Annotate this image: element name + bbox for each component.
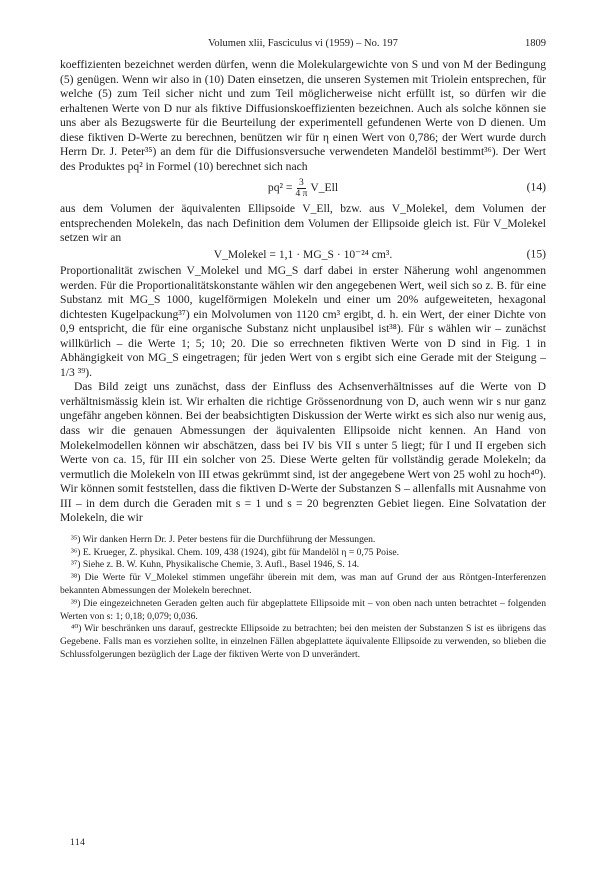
page-number: 1809 [525,38,546,49]
running-head: Volumen xlii, Fasciculus vi (1959) – No. 197 [208,38,398,49]
equation-15-body: V_Molekel = 1,1 · MG_S · 10⁻²⁴ cm³. [213,247,393,261]
paragraph-1: koeffizienten bezeichnet werden dürfen, wenn die Molekulargewichte von S und von M der Bedingung (5) genügen. Wenn wir also in (10) Daten einsetzen, die unseren Systemen mit Triolein entsprechen, für welche (5) zum Teil sicher nicht und zum Teil möglicherweise nicht erfüllt ist, so dürfen wir die erhaltenen Werte von D nur als fiktive Diffusionskoeffizienten bezeichnen. Auch als solche können sie uns aber als Bezugswerte für die Beurteilung der experimentell gefundenen Werte von D dienen. Um diese fiktiven D-Werte zu berechnen, benützen wir für η einen Wert von 0,786; der Wert wurde durch Herrn Dr. J. Peter³⁵) an dem für die Diffusionsversuche verwendeten Mandelöl bestimmt³⁶). Der Wert des Produktes pq² in Formel (10) berechnet sich nach [60,58,546,173]
footnotes [60,534,546,662]
paragraph-3: Proportionalität zwischen V_Molekel und MG_S darf dabei in erster Näherung wohl angenommen werden. Für die Proportionalitätskonstante wählen wir den angegebenen Wert, weil sich so z. B. für eine Substanz mit MG_S 1000, kugelförmigen Molekeln und einer um 20% aufgeweiteten, hexagonal dichtesten Kugelpackung³⁷) ein Molvolumen von 1120 cm³ ergibt, d. h. ein Wert, der einer Dichte von 0,9 entspricht, die für eine organische Substanz nicht unplausibel ist³⁸). Für s wählen wir – zunächst willkürlich – die Werte 1; 5; 10; 20. Die so errechneten fiktiven Werte von D sind in Fig. 1 in Abhängigkeit von MG_S eingetragen; für jeden Wert von s ergibt sich eine Gerade mit der Steigung –1/3 ³⁹). [60,264,546,379]
fraction-denominator: 4 π [295,188,308,199]
equation-15 [60,246,546,264]
equation-14-fraction [295,178,307,199]
footnote-39: ³⁹) Die eingezeichneten Geraden gelten auch für abgeplattete Ellipsoide mit – von oben nach unten betrachtet – folgenden Werten von s: 1; 0,18; 0,079; 0,036. [60,597,546,622]
folio-number: 114 [70,838,86,848]
footnote-35: ³⁵) Wir danken Herrn Dr. J. Peter bestens für die Durchführung der Messungen. [71,533,376,545]
footnote-40: ⁴⁰) Wir beschränken uns darauf, gestreckte Ellipsoide zu betrachten; bei den meisten der Substanzen S ist es übrigens das Gegebene. Falls man es vorziehen sollte, in einzelnen Fällen abgeplattete äquivalente Ellipsoide zu verwenden, so blieben die Schlussfolgerungen bezüglich der Lage der fiktiven Werte von D unverändert. [60,623,546,661]
equation-15-number: (15) [526,247,546,261]
equation-14 [60,174,546,202]
footnote-37: ³⁷) Siehe z. B. W. Kuhn, Physikalische Chemie, 3. Aufl., Basel 1946, S. 14. [71,559,360,571]
footnote-36: ³⁶) E. Krueger, Z. physikal. Chem. 109, 438 (1924), gibt für Mandelöl η = 0,75 Poise. [71,546,400,558]
equation-14-lhs: pq² = [267,181,293,195]
paragraph-4: Das Bild zeigt uns zunächst, dass der Einfluss des Achsenverhältnisses auf die Werte von D verhältnismässig klein ist. Wir erhalten die richtige Grössenordnung von D, auch wenn wir s nur ganz ungefähr angeben können. Bei der beabsichtigten Diskussion der Werte wirkt es sich also nur wenig aus, dass wir die genauen Abmessungen der äquivalenten Ellipsoide nicht kennen. An Hand von Molekelmodellen können wir abschätzen, dass bei IV bis VII s unter 5 liegt; für I und II ergeben sich Werte von ca. 15, für III ein solcher von 25. Diese Werte gelten für vollständig gerade Molekeln; da vermutlich die Molekeln von III etwas gekrümmt sind, ist der angegebene Wert von 25 wohl zu hoch⁴⁰). Wir können somit feststellen, dass die fiktiven D-Werte der Substanzen S – allenfalls mit Ausnahme von III – in dem durch die Geraden mit s = 1 und s = 20 begrenzten Gebiet liegen. Eine Solvatation der Molekeln, die wir [60,380,546,525]
equation-14-rhs: V_Ell [310,181,339,195]
page-header [60,38,546,56]
body-text [60,58,546,526]
footnote-38: ³⁸) Die Werte für V_Molekel stimmen ungefähr überein mit dem, was man auf Grund der aus Röntgen-Interferenzen bekannten Abmessungen der Molekeln berechnet. [60,572,546,597]
equation-14-number: (14) [526,181,546,195]
paragraph-2: aus dem Volumen der äquivalenten Ellipsoide V_Ell, bzw. aus V_Molekel, dem Volumen der entsprechenden Molekeln, das nach Definition dem Volumen der Ellipsoide gleich ist. Für V_Molekel setzen wir an [60,202,546,245]
fraction-numerator: 3 [299,177,304,188]
